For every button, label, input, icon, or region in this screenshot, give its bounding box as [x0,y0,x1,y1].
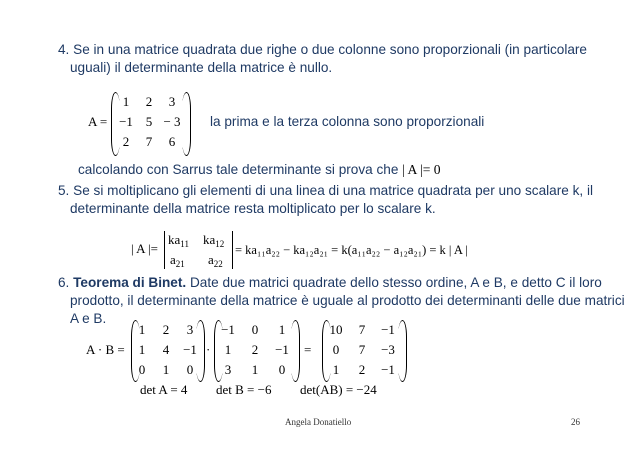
det-rhs: = ka₁₁a₂₂ − ka₁₂a₂₁ = k(a₁₁a₂₂ − a₁₂a₂₁) = k | A | [235,243,468,257]
product-c-cell-r3-c2: 2 [358,362,366,377]
item-6-text: Date due matrici quadrate dello stesso ordine, A e B, e detto C il loro prodotto, il determinante della matrice è uguale al prodotto dei determinanti delle due matrici A e B. [70,275,625,326]
det-ab: det(AB) = −24 [300,382,377,397]
product-label: A · B = [86,342,125,357]
product-dot: · [206,342,211,357]
product-a-cell-r1-c2: 2 [162,322,170,337]
product-a-cell-r2-c1: 1 [138,342,146,357]
item-4-number: 4. [58,42,70,57]
item-6-number: 6. [58,275,70,290]
matrix-a-cell-r1-c3: 3 [168,94,176,109]
sarrus-result: | A |= 0 [402,162,441,177]
product-a-cell-r1-c1: 1 [138,322,146,337]
product-b-cell-r3-c1: 3 [224,362,232,377]
product-b-cell-r3-c2: 1 [251,362,259,377]
det-right-bar [232,231,233,269]
matrix-a-cell-r2-c3: − 3 [163,114,181,129]
product-c-cell-r3-c1: 1 [332,362,340,377]
det-b: det B = −6 [216,382,272,397]
det-m22: $a_{22}$ [208,252,223,269]
item-6-title: Teorema di Binet. [73,275,187,290]
item-5-number: 5. [58,183,70,198]
product-eq: = [304,342,312,357]
matrix-a-note: la prima e la terza colonna sono proporzionali [210,114,485,129]
item-5-text: Se si moltiplicano gli elementi di una linea di una matrice quadrata per uno scalare k, il determinante della matrice resta moltiplicato per lo scalare k. [70,183,593,216]
product-c-cell-r2-c3: −3 [381,342,395,357]
product-c-cell-r3-c3: −1 [381,362,395,377]
product-c-cell-r1-c1: 10 [329,322,343,337]
sarrus-line [78,161,638,179]
item-5 [58,182,630,218]
product-b-cell-r3-c3: 0 [278,362,286,377]
product-a-cell-r3-c3: 0 [186,362,194,377]
matrix-a-cell-r3-c3: 6 [168,134,176,149]
matrix-a-cell-r1-c2: 2 [145,94,153,109]
product-b-cell-r2-c2: 2 [251,342,259,357]
product-b-cell-r2-c3: −1 [275,342,289,357]
matrix-a-cell-r2-c1: −1 [119,114,133,129]
footer-page-number: 26 [571,417,580,427]
product-b-cell-r1-c2: 0 [251,322,259,337]
det-lhs: | A |= [131,241,158,256]
product-c-cell-r2-c1: 0 [332,342,340,357]
item-4 [58,41,630,77]
det-m11: $ka_{11}$ [168,232,189,249]
matrix-a-cell-r3-c1: 2 [122,134,130,149]
product-a-cell-r2-c3: −1 [183,342,197,357]
matrix-a-label: A = [88,114,108,129]
product-b-cell-r1-c3: 1 [278,322,286,337]
product-a-cell-r3-c2: 1 [162,362,170,377]
product-a-cell-r3-c1: 0 [138,362,146,377]
product-c-cell-r1-c2: 7 [358,322,366,337]
product-b-cell-r1-c1: −1 [221,322,235,337]
item-4-text: Se in una matrice quadrata due righe o due colonne sono proporzionali (in particolare uguali) il determinante della matrice è nullo. [70,42,587,75]
det-a: det A = 4 [140,382,188,397]
det-left-bar [164,231,165,269]
product-c-cell-r2-c2: 7 [358,342,366,357]
det-m12: $ka_{12}$ [203,232,225,249]
sarrus-text: calcolando con Sarrus tale determinante si prova che [78,162,399,177]
product-a-cell-r2-c2: 4 [162,342,170,357]
matrix-a-cell-r3-c2: 7 [145,134,153,149]
item-6 [58,274,630,328]
matrix-a-cell-r1-c1: 1 [122,94,130,109]
product-a-cell-r1-c3: 3 [186,322,194,337]
det-m21: $a_{21}$ [170,252,185,269]
footer-author: Angela Donatiello [285,417,352,427]
matrix-a-cell-r2-c2: 5 [145,114,153,129]
product-c-cell-r1-c3: −1 [381,322,395,337]
product-b-cell-r2-c1: 1 [224,342,232,357]
